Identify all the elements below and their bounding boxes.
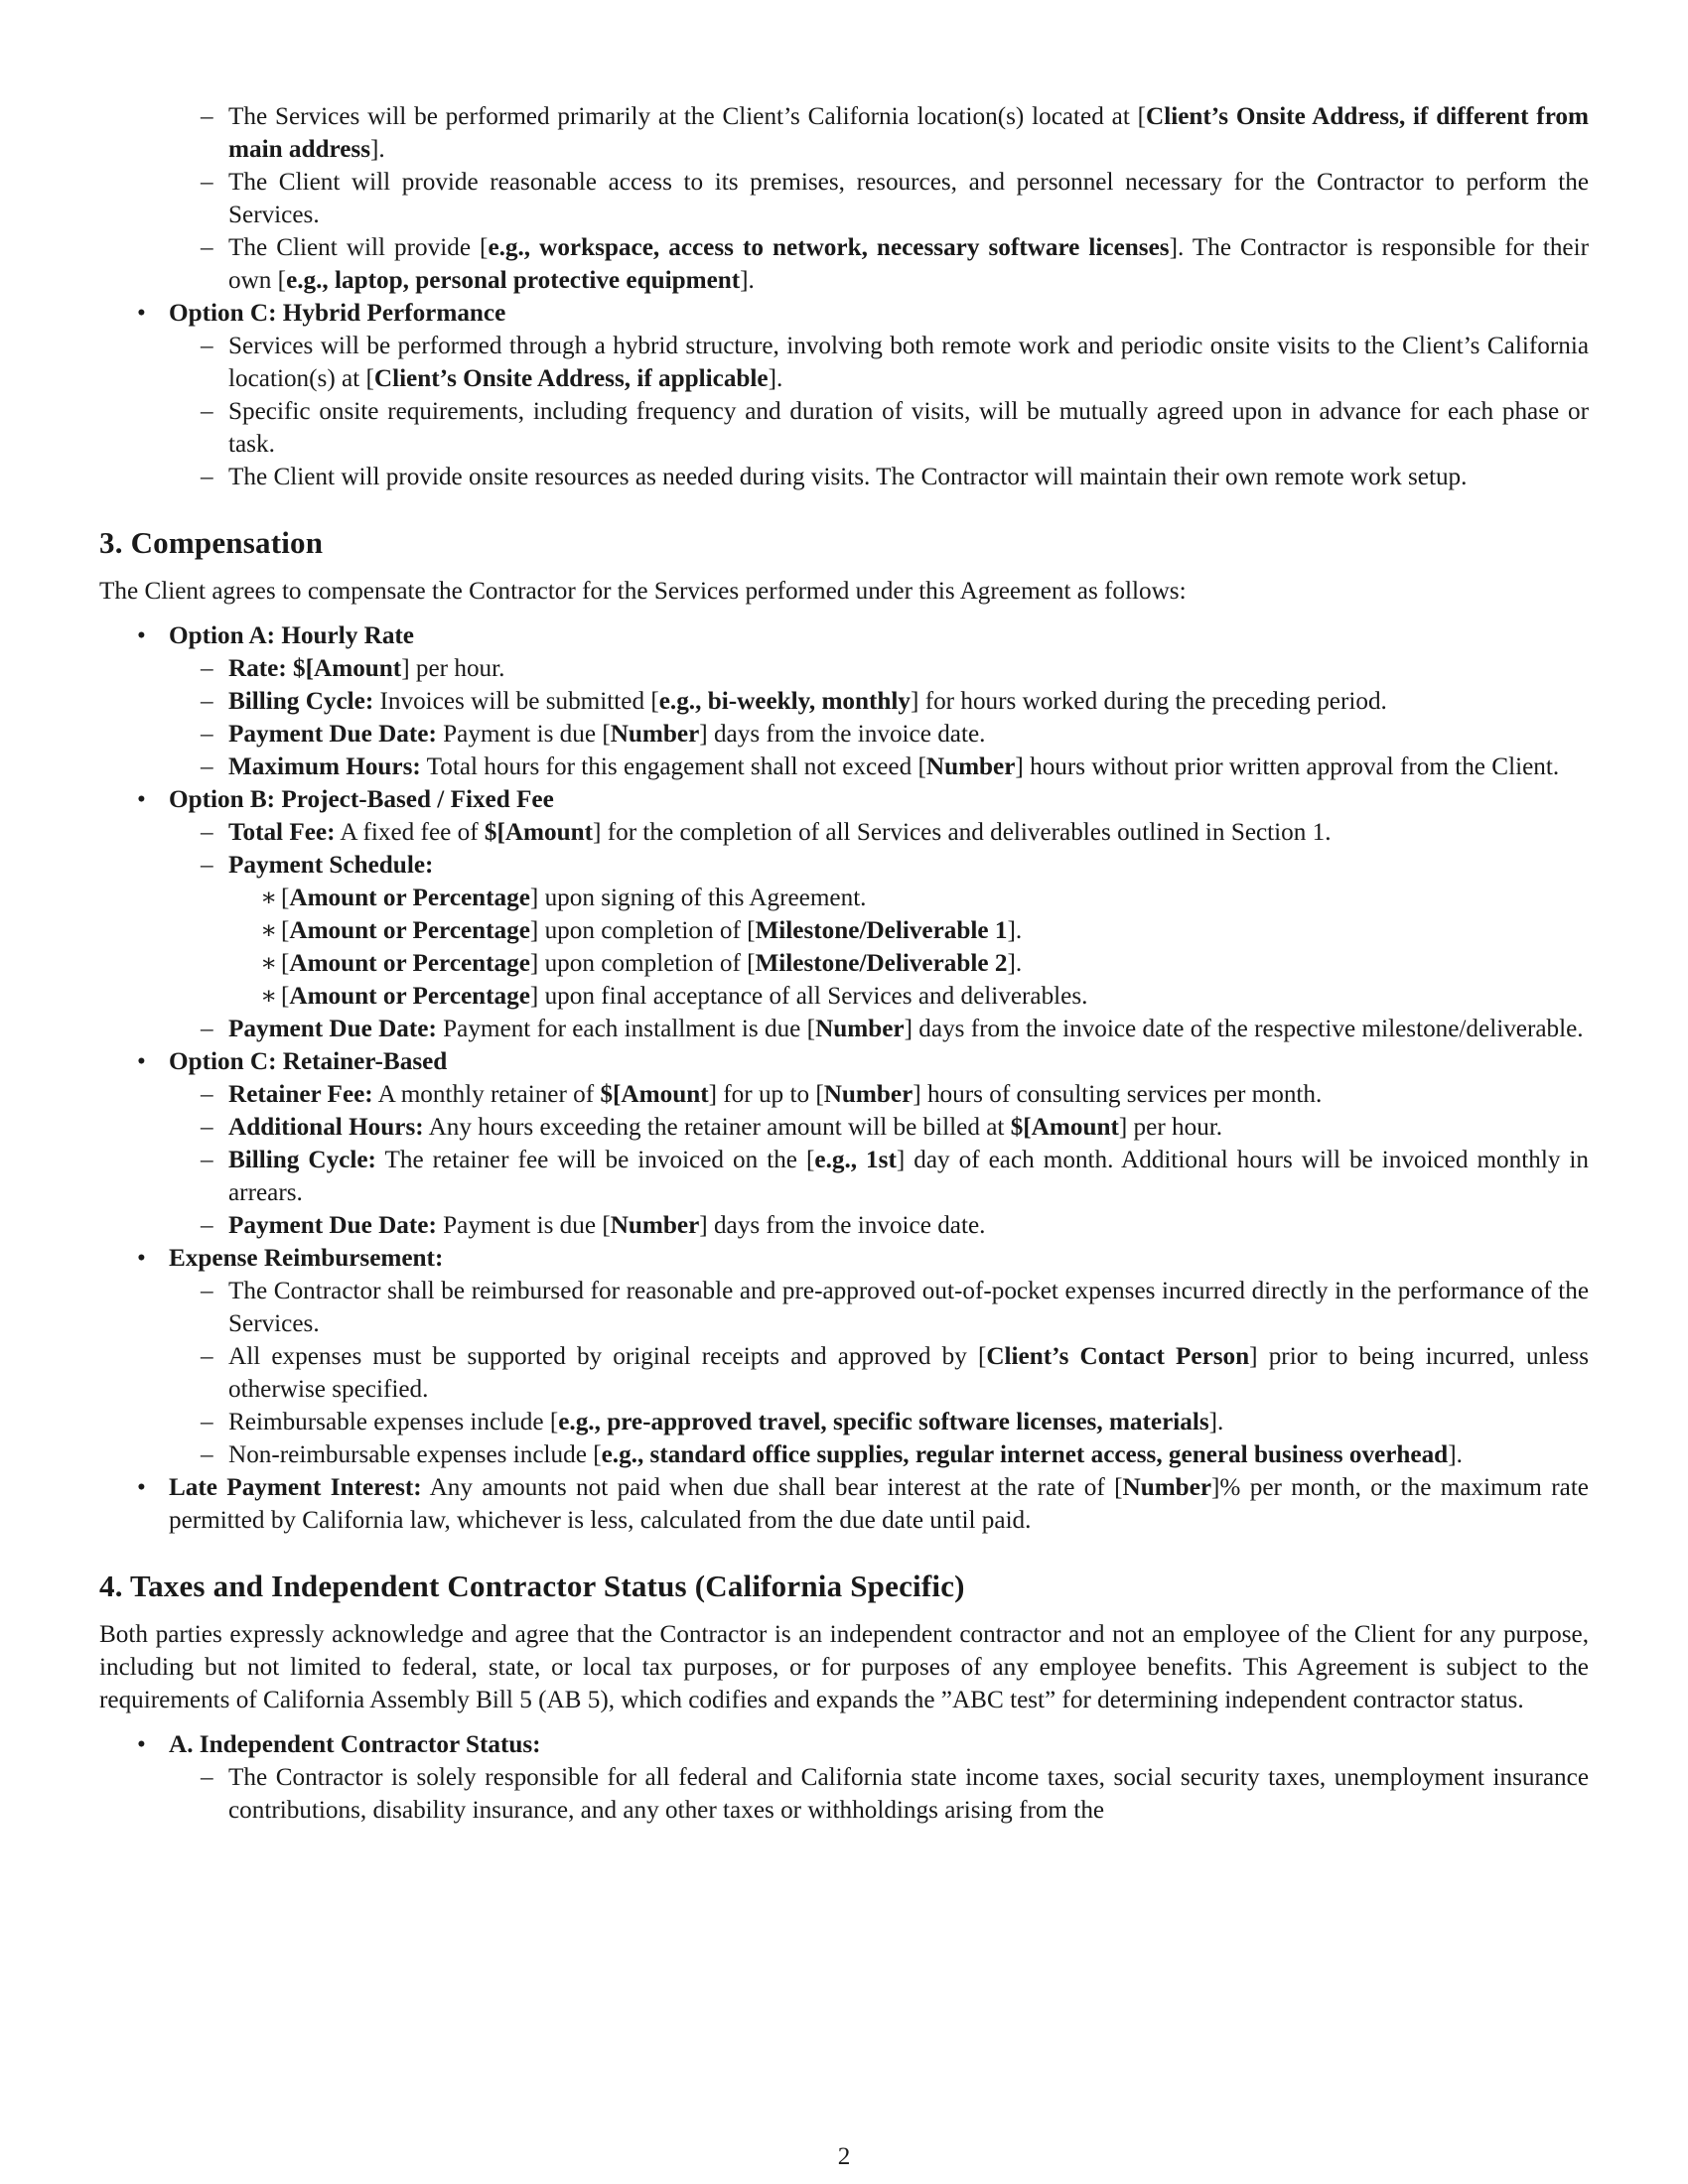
dash-marker: – [201,398,213,425]
text: ]. [1448,1441,1463,1468]
dash-marker: – [201,1441,213,1468]
bold-text: Amount or Percentage [289,917,530,944]
text: The Client agrees to compensate the Contractor for the Services performed under this Agreement as follows: [99,578,1187,605]
bullet-marker: • [137,1731,146,1758]
text: A monthly retainer of [372,1081,601,1108]
bold-text: Option C: Retainer-Based [169,1048,448,1075]
list-item-l2 [99,1340,1589,1406]
bold-text: Payment Schedule: [228,852,434,879]
dash-marker: – [201,169,213,196]
list-item-l2 [99,1078,1589,1111]
dash-marker: – [201,1764,213,1791]
text: ] per hour. [1118,1114,1223,1141]
dash-marker: – [201,753,213,780]
bullet-marker: • [137,1474,146,1501]
text: [ [281,950,290,977]
text: A fixed fee of [335,819,485,846]
bold-text: $[Amount [1010,1114,1119,1141]
dash-marker: – [201,1409,213,1435]
list-item-l2 [99,1438,1589,1471]
dash-marker: – [201,1278,213,1304]
bold-text: Additional Hours: [228,1114,424,1141]
text: ] days from the invoice date. [699,721,986,748]
bold-text: Milestone/Deliverable 2 [755,950,1008,977]
bold-text: Payment Due Date: [228,721,437,748]
bold-text: Late Payment Interest: [169,1474,422,1501]
spacer [99,608,1589,619]
list-item-l2 [99,816,1589,849]
list-item-l2 [99,231,1589,297]
text: ] prior to being incurred, unless otherwise specified. [228,1343,1589,1403]
bold-text: Option B: Project-Based / Fixed Fee [169,786,554,813]
dash-marker: – [201,1114,213,1141]
text: Any hours exceeding the retainer amount will be billed at [423,1114,1011,1141]
dash-marker: – [201,333,213,359]
list-item-l2 [99,751,1589,783]
paragraph [99,575,1589,608]
list-item-l2 [99,1761,1589,1827]
text: Reimbursable expenses include [ [228,1409,559,1435]
list-item-l1 [99,1471,1589,1537]
text: The Contractor shall be reimbursed for reasonable and pre-approved out-of-pocket expenses incurred directly in the performance of the Services. [228,1278,1589,1337]
bold-text: Number [610,1212,700,1239]
text: ] for up to [ [708,1081,824,1108]
list-item-l2 [99,461,1589,493]
bold-text: e.g., 1st [814,1147,897,1173]
text: ] per hour. [401,655,505,682]
bold-text: Number [1122,1474,1212,1501]
asterisk-marker: ∗ [260,950,278,977]
text: Any amounts not paid when due shall bear interest at the rate of [ [421,1474,1123,1501]
text: ] upon signing of this Agreement. [529,885,867,911]
text: ] upon completion of [ [529,917,756,944]
list-item-l3 [99,947,1589,980]
bold-text: Amount or Percentage [289,983,530,1010]
spacer [99,493,1589,523]
list-item-l2 [99,1406,1589,1438]
bold-text: Billing Cycle: [228,1147,376,1173]
dash-marker: – [201,1147,213,1173]
text: ]% per month, or the maximum rate permitted by California law, whichever is less, calculated from the due date until paid. [169,1474,1589,1534]
text: Non-reimbursable expenses include [ [228,1441,602,1468]
list-item-l3 [99,882,1589,914]
paragraph [99,1618,1589,1716]
list-item-l2 [99,685,1589,718]
bold-text: Rate: [228,655,287,682]
text: ] days from the invoice date. [699,1212,986,1239]
dash-marker: – [201,464,213,490]
text: Services will be performed through a hybrid structure, involving both remote work and periodic onsite visits to the Client’s California location(s) at [ [228,333,1589,392]
text: 4. Taxes and Independent Contractor Status (California Specific) [99,1569,965,1603]
text: ]. [768,365,783,392]
bold-text: Expense Reimbursement: [169,1245,444,1272]
list-item-l1 [99,1045,1589,1078]
bold-text: Amount or Percentage [289,885,530,911]
dash-marker: – [201,1343,213,1370]
text: [ [281,983,290,1010]
spacer [99,1716,1589,1728]
bold-text: Payment Due Date: [228,1016,437,1042]
text: Specific onsite requirements, including frequency and duration of visits, will be mutually agreed upon in advance for each phase or task. [228,398,1589,458]
bold-text: Number [815,1016,905,1042]
list-item-l1 [99,783,1589,816]
list-item-l2 [99,1013,1589,1045]
asterisk-marker: ∗ [260,917,278,944]
list-item-l1 [99,1728,1589,1761]
list-item-l1 [99,1242,1589,1275]
spacer [99,1606,1589,1618]
dash-marker: – [201,819,213,846]
bold-text: $[Amount [293,655,402,682]
list-item-l1 [99,297,1589,330]
list-item-l2 [99,1209,1589,1242]
list-item-l2 [99,652,1589,685]
text: The Client will provide [ [228,234,489,261]
asterisk-marker: ∗ [260,885,278,911]
list-item-l2 [99,100,1589,166]
bold-text: Client’s Onsite Address, if different from main address [228,103,1589,163]
bold-text: Amount or Percentage [289,950,530,977]
dash-marker: – [201,655,213,682]
bold-text: Payment Due Date: [228,1212,437,1239]
text: ] days from the invoice date of the respective milestone/deliverable. [904,1016,1584,1042]
list-item-l2 [99,1111,1589,1144]
text: [ [281,885,290,911]
dash-marker: – [201,688,213,715]
dash-marker: – [201,852,213,879]
bold-text: Milestone/Deliverable 1 [755,917,1008,944]
bullet-marker: • [137,300,146,327]
text: ] upon completion of [ [529,950,756,977]
bullet-marker: • [137,622,146,649]
text: ]. [370,136,385,163]
text: ] for hours worked during the preceding period. [911,688,1387,715]
bold-text: Option C: Hybrid Performance [169,300,506,327]
text: ]. [1007,950,1023,977]
list-item-l2 [99,849,1589,882]
text: ] hours of consulting services per month. [913,1081,1323,1108]
bold-text: e.g., pre-approved travel, specific software licenses, materials [558,1409,1209,1435]
bold-text: Client’s Contact Person [986,1343,1250,1370]
document-page [99,100,1589,1827]
text: Invoices will be submitted [ [373,688,659,715]
bold-text: e.g., bi-weekly, monthly [658,688,912,715]
text: 3. Compensation [99,525,324,560]
spacer [99,1537,1589,1567]
text: ]. [1208,1409,1224,1435]
text: Both parties expressly acknowledge and agree that the Contractor is an independent contractor and not an employee of the Client for any purpose, including but not limited to federal, state, or local tax purposes, or for purposes of any employee benefits. This Agreement is subject to the requirements of California Assembly Bill 5 (AB 5), which codifies and expands the ”ABC test” for determining independent contractor status. [99,1621,1589,1713]
list-item-l2 [99,718,1589,751]
bullet-marker: • [137,786,146,813]
list-item-l2 [99,1275,1589,1340]
list-item-l2 [99,166,1589,231]
text: The Client will provide onsite resources as needed during visits. The Contractor will maintain their own remote work setup. [228,464,1468,490]
bold-text: A. Independent Contractor Status: [169,1731,541,1758]
text: ] upon final acceptance of all Services and deliverables. [529,983,1088,1010]
text: All expenses must be supported by original receipts and approved by [ [228,1343,987,1370]
list-item-l3 [99,914,1589,947]
text: The retainer fee will be invoiced on the [ [375,1147,815,1173]
bold-text: $[Amount [600,1081,709,1108]
spacer [99,563,1589,575]
bold-text: Maximum Hours: [228,753,421,780]
bullet-marker: • [137,1245,146,1272]
bold-text: Option A: Hourly Rate [169,622,414,649]
list-item-l1 [99,619,1589,652]
text: ] day of each month. Additional hours will be invoiced monthly in arrears. [228,1147,1590,1206]
list-item-l2 [99,395,1589,461]
page-number: 2 [837,2143,851,2170]
bold-text: Retainer Fee: [228,1081,373,1108]
text: [ [281,917,290,944]
text: ]. [1007,917,1023,944]
bold-text: e.g., standard office supplies, regular internet access, general business overhead [601,1441,1449,1468]
dash-marker: – [201,103,213,130]
dash-marker: – [201,1212,213,1239]
bold-text: Number [610,721,700,748]
list-item-l2 [99,1144,1589,1209]
list-item-l3 [99,980,1589,1013]
dash-marker: – [201,1081,213,1108]
section-heading [99,523,1589,563]
text: The Client will provide reasonable access to its premises, resources, and personnel necessary for the Contractor to perform the Services. [228,169,1589,228]
text: ] hours without prior written approval from the Client. [1015,753,1560,780]
bold-text: Total Fee: [228,819,336,846]
bold-text: Billing Cycle: [228,688,374,715]
text: The Contractor is solely responsible for all federal and California state income taxes, social security taxes, unemployment insurance contributions, disability insurance, and any other taxes or withholdings arising from the [228,1764,1589,1824]
text: Payment for each installment is due [ [436,1016,816,1042]
section-heading [99,1567,1589,1606]
text: Payment is due [ [436,721,611,748]
bullet-marker: • [137,1048,146,1075]
text: The Services will be performed primarily at the Client’s California location(s) located at [ [228,103,1147,130]
bold-text: e.g., laptop, personal protective equipment [286,267,741,294]
dash-marker: – [201,234,213,261]
list-item-l2 [99,330,1589,395]
bold-text: Client’s Onsite Address, if applicable [373,365,769,392]
bold-text: Number [823,1081,914,1108]
text: Total hours for this engagement shall not exceed [ [420,753,926,780]
text: Payment is due [ [436,1212,611,1239]
bold-text: $[Amount [484,819,594,846]
bold-text: Number [925,753,1016,780]
bold-text: e.g., workspace, access to network, necessary software licenses [488,234,1170,261]
dash-marker: – [201,1016,213,1042]
text: ] for the completion of all Services and deliverables outlined in Section 1. [593,819,1332,846]
text: ]. [740,267,755,294]
dash-marker: – [201,721,213,748]
text: ]. The Contractor is responsible for their own [ [228,234,1589,294]
asterisk-marker: ∗ [260,983,278,1010]
